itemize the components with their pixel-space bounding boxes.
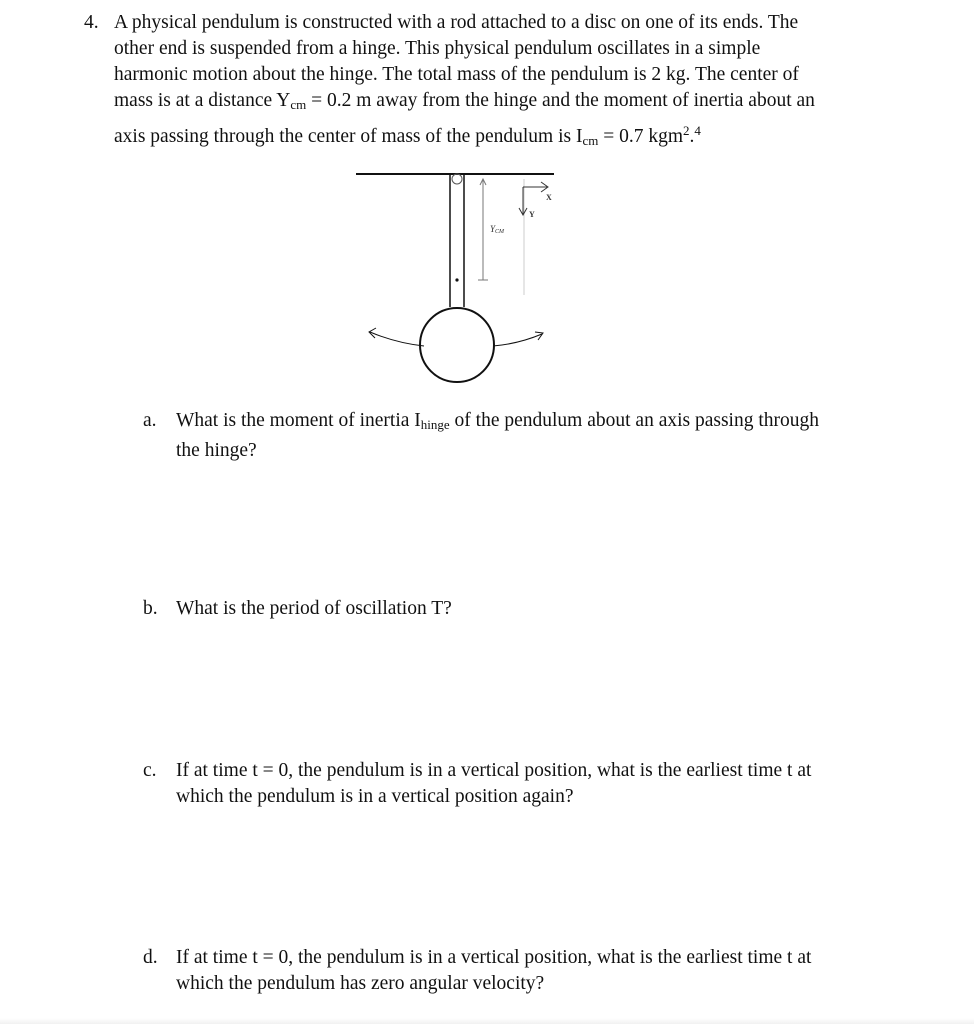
part-c-label: c. [143,760,157,781]
center-of-mass-dot [455,278,458,281]
part-a-label: a. [143,410,157,431]
statement-line-1: A physical pendulum is constructed with a rod attached to a disc on one of its ends. The [114,12,799,33]
units-superscript: 2 [683,123,690,138]
part-a-line-1-post: of the pendulum about an axis passing through [449,410,820,431]
statement-line-4 [114,88,964,118]
statement-line-5-pre: axis passing through the center of mass of the pendulum is I [114,126,583,147]
statement-line-5 [114,118,964,154]
part-d-text [176,945,906,997]
disc [420,308,494,382]
part-d-label: d. [143,947,158,968]
hinge-icon [452,174,462,184]
part-d-line-1: If at time t = 0, the pendulum is in a vertical position, what is the earliest time t at [176,947,812,968]
part-c-text [176,758,906,810]
hinge-subscript: hinge [420,417,450,432]
question-number: 4. [84,12,99,33]
statement-line-2: other end is suspended from a hinge. This physical pendulum oscillates in a simple [114,38,761,59]
part-c-line-1: If at time t = 0, the pendulum is in a vertical position, what is the earliest time t at [176,760,812,781]
pendulum-figure [340,160,580,390]
ycm-label: YCM [490,224,505,235]
question-statement [114,10,964,154]
part-a-line-2: the hinge? [176,440,257,461]
statement-line-5-dot: . [689,126,695,147]
part-c-line-2: which the pendulum is in a vertical position again? [176,786,574,807]
icm-subscript: cm [582,133,599,148]
footnote-superscript: 4 [694,123,701,138]
part-a-line-1-pre: What is the moment of inertia I [176,410,421,431]
part-a-line-1 [176,408,906,438]
ycm-subscript: cm [290,97,307,112]
statement-line-5-mid: = 0.7 kgm [598,126,684,147]
part-a-text [176,408,906,464]
statement-line-4-pre: mass is at a distance Y [114,90,291,111]
statement-line-4-post: = 0.2 m away from the hinge and the moment of inertia about an [306,90,815,111]
y-label: Y [529,210,535,219]
pendulum-diagram [340,160,580,390]
part-b-line-1: What is the period of oscillation T? [176,598,452,619]
left-swing-arrow [370,332,424,346]
part-d-line-2: which the pendulum has zero angular velocity? [176,973,545,994]
right-swing-arrow [493,334,542,346]
page-bottom-shade [0,1018,974,1024]
statement-line-3: harmonic motion about the hinge. The total mass of the pendulum is 2 kg. The center of [114,64,799,85]
x-label: X [546,193,552,202]
part-b-text [176,596,906,622]
part-b-label: b. [143,598,158,619]
